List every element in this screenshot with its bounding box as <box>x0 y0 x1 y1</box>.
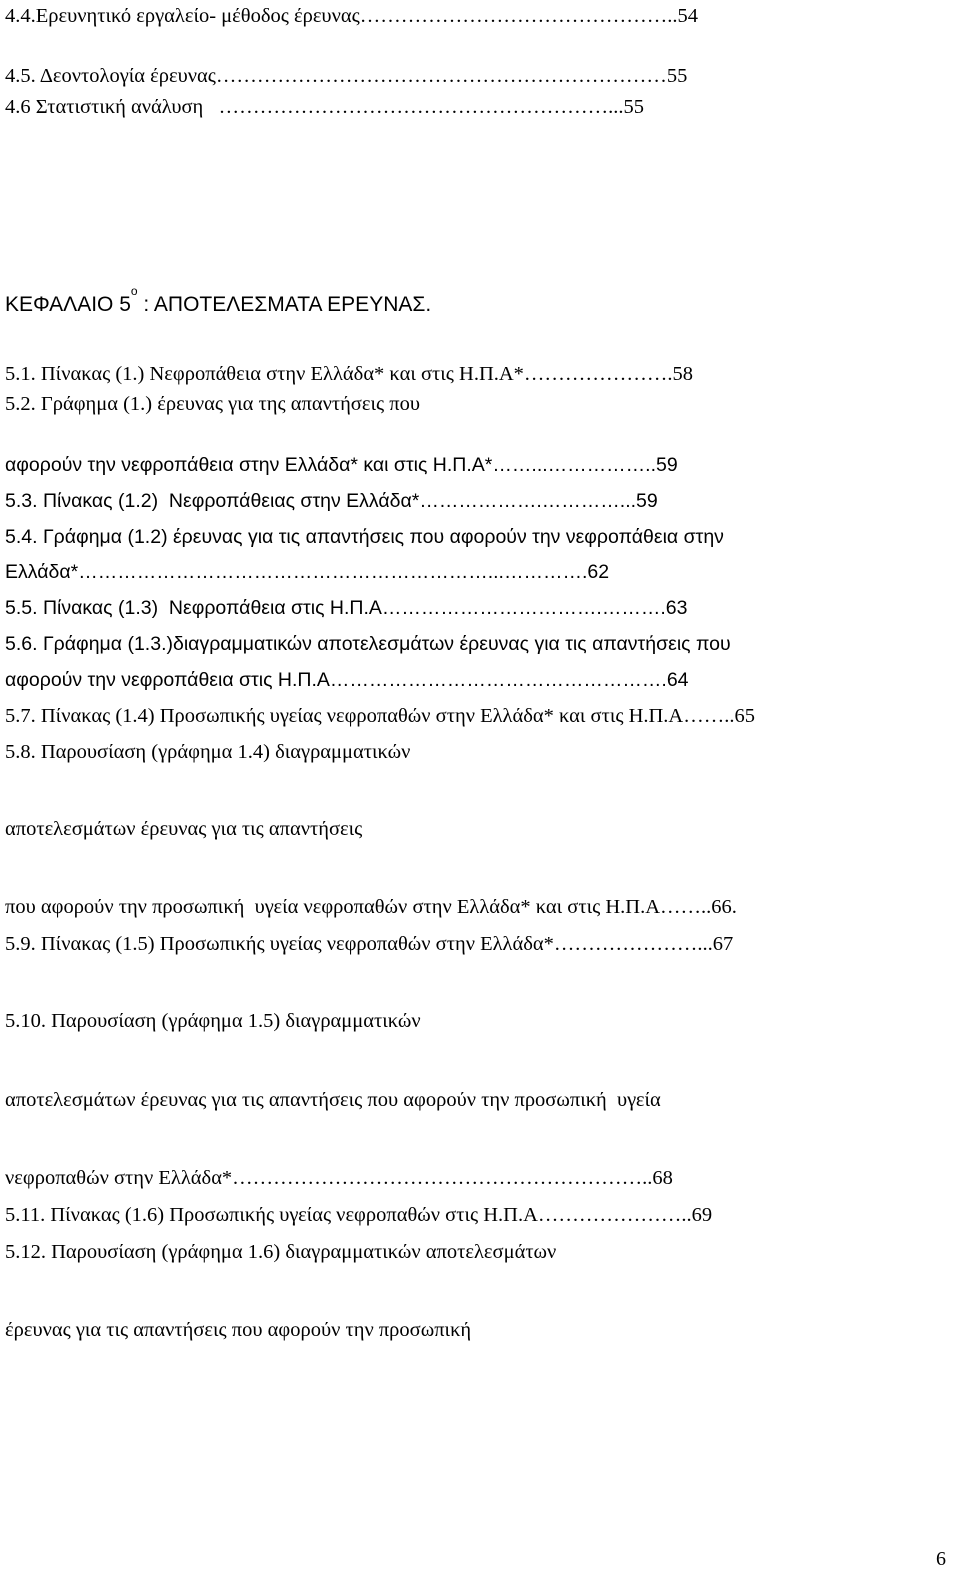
toc-entry-5-8: 5.8. Παρουσίαση (γράφημα 1.4) διαγραμματικών <box>5 741 411 763</box>
page-number: 6 <box>936 1548 946 1570</box>
toc-entry-5-8-continued-2: που αφορούν την προσωπική υγεία νεφροπαθών στην Ελλάδα* και στις Η.Π.Α……..66. <box>5 896 737 918</box>
toc-entry-5-10-continued-2: νεφροπαθών στην Ελλάδα*……………………………………………………..68 <box>5 1167 673 1189</box>
chapter-heading-prefix: ΚΕΦΑΛΑΙΟ 5 <box>5 293 131 316</box>
toc-entry-5-10: 5.10. Παρουσίαση (γράφημα 1.5) διαγραμματικών <box>5 1010 421 1032</box>
toc-entry-5-11: 5.11. Πίνακας (1.6) Προσωπικής υγείας νεφροπαθών στις Η.Π.Α…………………..69 <box>5 1204 713 1226</box>
chapter-heading-superscript: ο <box>130 284 138 298</box>
toc-entry-5-12: 5.12. Παρουσίαση (γράφημα 1.6) διαγραμματικών αποτελεσμάτων <box>5 1241 557 1263</box>
chapter-heading-suffix: : ΑΠΟΤΕΛΕΣΜΑΤΑ ΕΡΕΥΝΑΣ. <box>137 293 432 316</box>
toc-entry-5-12-continued: έρευνας για τις απαντήσεις που αφορούν την προσωπική <box>5 1319 472 1341</box>
toc-entry-4-5: 4.5. Δεοντολογία έρευνας…………………………………………………………55 <box>5 65 688 87</box>
toc-entry-4-6: 4.6 Στατιστική ανάλυση …………………………………………………...55 <box>5 96 645 118</box>
toc-entry-5-4-continued: Ελλάδα*………………………………………………………...………….62 <box>5 561 610 583</box>
toc-entry-5-7: 5.7. Πίνακας (1.4) Προσωπικής υγείας νεφροπαθών στην Ελλάδα* και στις Η.Π.Α……..65 <box>5 705 755 727</box>
toc-entry-4-4: 4.4.Ερευνητικό εργαλείο- μέθοδος έρευνας………………………………………..54 <box>5 5 698 27</box>
toc-entry-5-5: 5.5. Πίνακας (1.3) Νεφροπάθεια στις Η.Π.Α…………………………….……….63 <box>5 597 688 619</box>
toc-entry-5-4: 5.4. Γράφημα (1.2) έρευνας για τις απαντήσεις που αφορούν την νεφροπάθεια στην <box>5 526 724 548</box>
toc-entry-5-3: 5.3. Πίνακας (1.2) Νεφροπάθειας στην Ελλάδα*……………….…………...59 <box>5 490 658 512</box>
toc-entry-5-2-continued: αφορούν την νεφροπάθεια στην Ελλάδα* και στις Η.Π.Α*……...……………..59 <box>5 454 678 476</box>
toc-entry-5-9: 5.9. Πίνακας (1.5) Προσωπικής υγείας νεφροπαθών στην Ελλάδα*…………………...67 <box>5 933 734 955</box>
toc-entry-5-1: 5.1. Πίνακας (1.) Νεφροπάθεια στην Ελλάδα* και στις Η.Π.Α*………………….58 <box>5 363 694 385</box>
toc-entry-5-6-continued: αφορούν την νεφροπάθεια στις Η.Π.Α…………………………………………….64 <box>5 669 689 691</box>
toc-entry-5-10-continued-1: αποτελεσμάτων έρευνας για τις απαντήσεις που αφορούν την προσωπική υγεία <box>5 1089 661 1111</box>
toc-entry-5-2: 5.2. Γράφημα (1.) έρευνας για της απαντήσεις που <box>5 393 420 415</box>
toc-entry-5-6: 5.6. Γράφημα (1.3.)διαγραμματικών αποτελεσμάτων έρευνας για τις απαντήσεις που <box>5 633 731 655</box>
chapter-heading <box>5 286 431 318</box>
toc-entry-5-8-continued-1: αποτελεσμάτων έρευνας για τις απαντήσεις <box>5 818 363 840</box>
